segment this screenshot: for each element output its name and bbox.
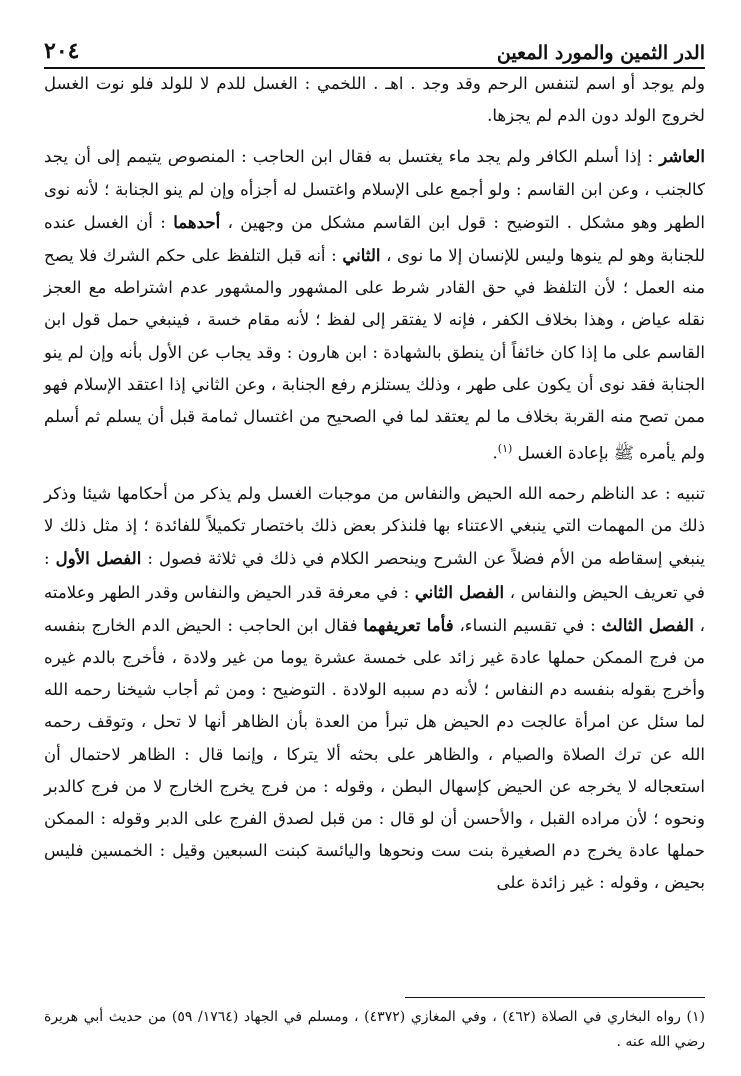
paragraph-1-text: ولم يوجد أو اسم لتنفس الرحم وقد وجد . اهـ . اللخمي : الغسل للدم لا للولد فلو نوت الغسل لخروج الولد دون الدم لم يجزها. — [44, 74, 705, 126]
section-label-tenth: العاشر — [659, 146, 705, 167]
paragraph-1 — [44, 68, 705, 132]
footnote-divider — [405, 997, 705, 998]
paragraph-2: العاشر : إذا أسلم الكافر ولم يجد ماء يغتسل به فقال ابن الحاجب : المنصوص يتيمم إلى أن يجد كالجنب ، وعن ابن القاسم : ولو أجمع على الإسلام واغتسل له أجزأه وإن لم ينو الجنابة ؛ لأنه نوى الطهر وهو مشكل . التوضيح : قول ابن القاسم مشكل من وجهين ، أحدهما : أن الغسل عنده للجنابة وهو لم ينوها وليس للإنسان إلا ما نوى ، الثاني : أنه قبل التلفظ على حكم الشرك فلا يصح منه العمل ؛ لأن التلفظ في حق القادر شرط على المشهور والمشهور عدم اشتراطه مع العجز نقله عياض ، وهذا بخلاف الكفر ، فإنه لا يفتقر إلى لفظ ؛ لأنه مقام خسة ، فينبغي حمل قول ابن القاسم على ما إذا كان خائفاً أن ينطق بالشهادة : ابن هارون : وقد يجاب عن الأول بأنه وإن لم ينو الجنابة فقد نوى أن يكون على طهر ، وذلك يستلزم رفع الجنابة ، وعن الثاني إذا اعتقد الإسلام فهو ممن تصح منه القربة بخلاف ما لم يعتقد لما في الصحيح من اغتسال ثمامة قبل أن يسلم ثم أسلم ولم يأمره ﷺ بإعادة الغسل $^{(١)}$. — [44, 146, 705, 463]
chapter-1-label: الفصل الأول — [55, 548, 142, 569]
paragraph-3-text-e: فقال ابن الحاجب : الحيض الدم الخارج بنفسه من فرج الممكن حملها عادة غير زائد على خمسة عشرة يوما من غير ولادة ، فأخرج بالدم غيره وأخرج بقوله بنفسه دم النفاس ؛ لأنه دم سببه الولادة . التوضيح : ومن ثم أجاب شيخنا رحمه الله لما سئل عن امرأة عالجت دم الحيض هل تبرأ من العدة بأن الظاهر أنها لا تحل ، وتوقف رحمه الله عن ترك الصلاة والصيام ، والظاهر على بحثه ألا يتركا ، وإنما قال : الظاهر لاحتمال أن استعجاله لا يخرجه عن الحيض كإسهال البطن ، وقوله : من فرج يخرج الخارج لا من فرج كالدبر ونحوه ؛ لأن مراده القبل ، والأحسن أن لو قال : من قبل لصدق الفرج على الدبر وقوله : الممكن حملها عادة يخرج دم الصغيرة بنت ست ونحوها واليائسة كبنت السبعين وقيل : الخمسين فليس بحيض ، وقوله : غير زائدة على — [44, 615, 705, 893]
footnote: (١) رواه البخاري في الصلاة (٤٦٢) ، وفي المغازي (٤٣٧٢) ، ومسلم في الجهاد (١٧٦٤/ ٥٩) من حديث أبي هريرة رضي الله عنه . — [44, 1009, 706, 1050]
paragraph-2-text-c: : أنه قبل التلفظ على حكم الشرك فلا يصح منه العمل ؛ لأن التلفظ في حق القادر شرط على المشهور والمشهور عدم اشتراطه مع العجز نقله عياض ، وهذا بخلاف الكفر ، فإنه لا يفتقر إلى لفظ ؛ لأنه مقام خسة ، فينبغي حمل قول ابن القاسم على ما إذا كان خائفاً أن ينطق بالشهادة : ابن هارون : وقد يجاب عن الأول بأنه وإن لم ينو الجنابة فقد نوى أن يكون على طهر ، وذلك يستلزم رفع الجنابة ، وعن الثاني إذا اعتقد الإسلام فهو ممن تصح منه القربة بخلاف ما لم يعتقد لما في الصحيح من اغتسال ثمامة قبل أن يسلم ثم أسلم ولم يأمره ﷺ بإعادة الغسل — [44, 246, 705, 463]
paragraph-2-text-b: : أن الغسل عنده للجنابة وهو لم ينوها وليس للإنسان إلا ما نوى ، — [44, 212, 705, 266]
page-number: ٢٠٤ — [44, 38, 80, 64]
chapter-2-label: الفصل الثاني — [414, 581, 505, 602]
paragraph-3 — [44, 478, 705, 900]
term-first: أحدهما — [173, 211, 221, 232]
main-text — [44, 68, 705, 908]
book-title: الدر الثمين والمورد المعين — [496, 42, 705, 64]
running-header — [44, 30, 705, 69]
term-definition: فأما تعريفهما — [363, 614, 454, 635]
paragraph-3-text-b: : في تعريف الحيض والنفاس ، — [44, 549, 705, 602]
footnote-ref[interactable]: (١) — [497, 442, 513, 456]
paragraph-3-text-d: : في تقسيم النساء، — [459, 615, 596, 635]
paragraph-3-text-c: : في معرفة قدر الحيض والنفاس وقدر الطهر وعلامته ، — [44, 582, 705, 635]
term-second: الثاني — [342, 245, 381, 266]
paragraph-2-text: : إذا أسلم الكافر ولم يجد ماء يغتسل به فقال ابن الحاجب : المنصوص يتيمم إلى أن يجد كالجنب ، وعن ابن القاسم : ولو أجمع على الإسلام واغتسل له أجزأه وإن لم ينو الجنابة ؛ لأنه نوى الطهر وهو مشكل . التوضيح : قول ابن القاسم مشكل من وجهين ، — [44, 147, 705, 232]
chapter-3-label: الفصل الثالث — [601, 614, 694, 635]
paragraph-3-text: : عد الناظم رحمه الله الحيض والنفاس من موجبات الغسل ولم يذكر من أحكامها شيئا وذكر ذلك من المهمات التي ينبغي الاعتناء بها فلنذكر بعض ذلك باختصار تكميلاً للفائدة ؛ إذ مثل ذلك لا ينبغي إسقاطه من الأم فضلاً عن الشرح وينحصر الكلام في ذلك في ثلاثة فصول : — [44, 483, 705, 569]
note-label: تنبيه — [676, 483, 705, 503]
